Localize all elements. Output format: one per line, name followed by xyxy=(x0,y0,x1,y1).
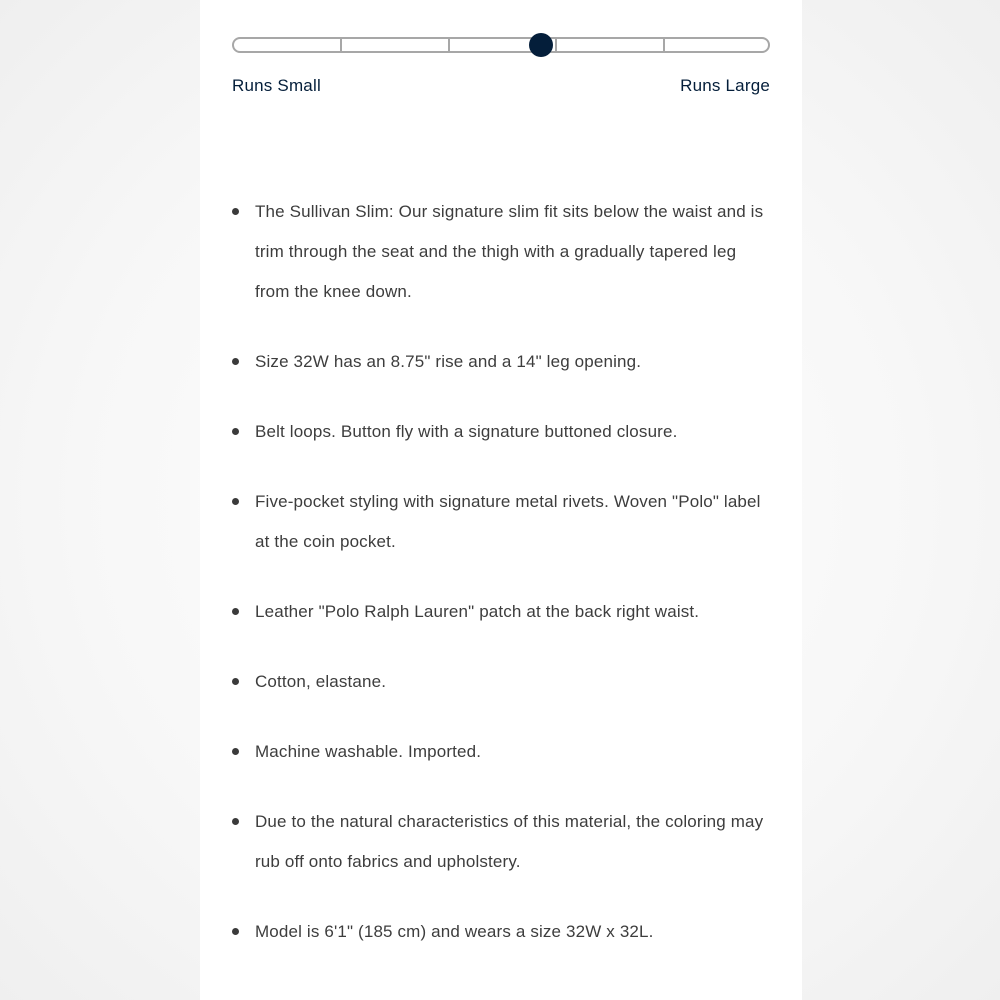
bullet-icon xyxy=(232,208,239,215)
bullet-icon xyxy=(232,608,239,615)
fit-scale-tick xyxy=(555,39,557,51)
detail-item xyxy=(232,912,772,952)
bullet-icon xyxy=(232,428,239,435)
detail-item xyxy=(232,802,772,882)
detail-item xyxy=(232,482,772,562)
runs-small-label: Runs Small xyxy=(232,76,321,95)
bullet-icon xyxy=(232,678,239,685)
fit-scale-tick xyxy=(340,39,342,51)
detail-item xyxy=(232,732,772,772)
fit-scale-tick xyxy=(448,39,450,51)
bullet-icon xyxy=(232,358,239,365)
detail-item xyxy=(232,342,772,382)
detail-text: Machine washable. Imported. xyxy=(255,742,482,761)
detail-text: Leather "Polo Ralph Lauren" patch at the back right waist. xyxy=(255,602,700,621)
bullet-icon xyxy=(232,928,239,935)
detail-text: Due to the natural characteristics of this material, the coloring may rub off onto fabrics and upholstery. xyxy=(255,812,764,871)
detail-item xyxy=(232,662,772,702)
fit-scale-slider[interactable] xyxy=(232,36,770,54)
fit-scale-tick xyxy=(663,39,665,51)
detail-text: Model is 6'1" (185 cm) and wears a size 32W x 32L. xyxy=(255,922,654,941)
bullet-icon xyxy=(232,748,239,755)
detail-text: Cotton, elastane. xyxy=(255,672,387,691)
detail-text: Size 32W has an 8.75" rise and a 14" leg opening. xyxy=(255,352,642,371)
detail-item xyxy=(232,192,772,312)
product-details-list xyxy=(232,192,772,982)
bullet-icon xyxy=(232,498,239,505)
fit-scale-thumb[interactable] xyxy=(529,33,553,57)
detail-item xyxy=(232,592,772,632)
runs-large-label: Runs Large xyxy=(680,76,770,95)
bullet-icon xyxy=(232,818,239,825)
detail-text: Belt loops. Button fly with a signature buttoned closure. xyxy=(255,422,678,441)
fit-scale-track[interactable] xyxy=(232,37,770,53)
detail-item xyxy=(232,412,772,452)
detail-text: The Sullivan Slim: Our signature slim fit sits below the waist and is trim through the seat and the thigh with a gradually tapered leg from the knee down. xyxy=(255,202,764,301)
detail-text: Five-pocket styling with signature metal rivets. Woven "Polo" label at the coin pocket. xyxy=(255,492,761,551)
